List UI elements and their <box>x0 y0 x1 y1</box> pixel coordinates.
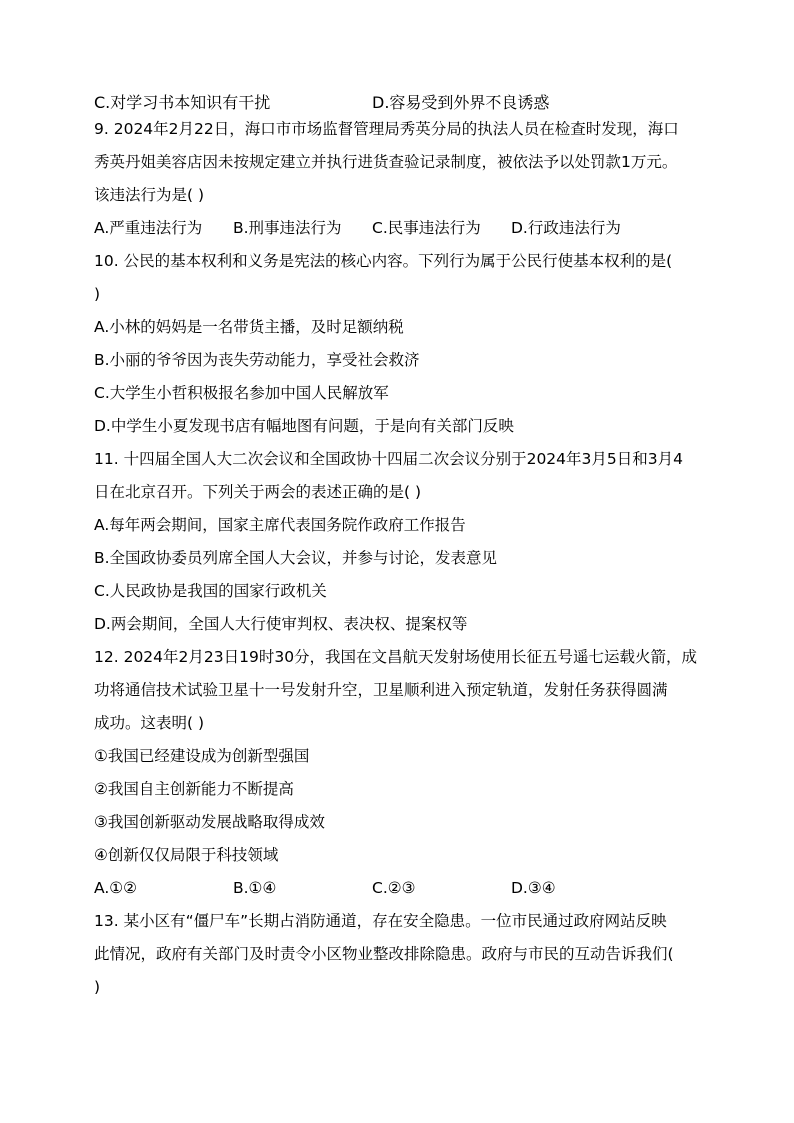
q11-option-b: B.全国政协委员列席全国人大会议，并参与讨论，发表意见 <box>94 549 498 567</box>
q10-stem-line-1: 10. 公民的基本权利和义务是宪法的核心内容。下列行为属于公民行使基本权利的是( <box>94 252 673 270</box>
q8-option-c: C.对学习书本知识有干扰 <box>94 93 271 112</box>
q13-stem-line-3: ) <box>94 978 101 996</box>
q10-option-b: B.小丽的爷爷因为丧失劳动能力，享受社会救济 <box>94 351 420 369</box>
question-9 <box>94 113 794 245</box>
q8-options <box>94 90 708 113</box>
q12-option-c: C.②③ <box>372 879 416 897</box>
q10-stem-line-2: ) <box>94 285 101 303</box>
q13-stem-line-1: 13. 某小区有“僵尸车”长期占消防通道，存在安全隐患。一位市民通过政府网站反映 <box>94 912 667 930</box>
q8-option-d: D.容易受到外界不良诱惑 <box>372 93 550 112</box>
question-12 <box>94 641 794 905</box>
q9-stem-line-3: 该违法行为是( ) <box>94 186 205 204</box>
q9-option-a: A.严重违法行为 <box>94 219 203 237</box>
question-10 <box>94 245 794 443</box>
q9-option-d: D.行政违法行为 <box>511 219 621 237</box>
q12-statement-3: ③我国创新驱动发展战略取得成效 <box>94 813 325 831</box>
q12-statement-2: ②我国自主创新能力不断提高 <box>94 780 294 798</box>
q12-option-a: A.①② <box>94 879 138 897</box>
q9-options <box>94 212 708 245</box>
q13-stem-line-2: 此情况，政府有关部门及时责令小区物业整改排除隐患。政府与市民的互动告诉我们( <box>94 945 674 963</box>
q9-option-c: C.民事违法行为 <box>372 219 481 237</box>
q11-stem-line-1: 11. 十四届全国人大二次会议和全国政协十四届二次会议分别于2024年3月5日和3月4 <box>94 450 683 468</box>
q12-option-b: B.①④ <box>233 879 277 897</box>
q12-statement-4: ④创新仅仅局限于科技领域 <box>94 846 279 864</box>
q12-stem-line-3: 成功。这表明( ) <box>94 714 205 732</box>
q11-stem-line-2: 日在北京召开。下列关于两会的表述正确的是( ) <box>94 483 422 501</box>
q9-stem-line-2: 秀英丹姐美容店因未按规定建立并执行进货查验记录制度，被依法予以处罚款1万元。 <box>94 153 678 171</box>
question-13 <box>94 905 794 1004</box>
q12-stem-line-1: 12. 2024年2月23日19时30分，我国在文昌航天发射场使用长征五号遥七运载火箭，成 <box>94 648 698 666</box>
q12-option-d: D.③④ <box>511 879 556 897</box>
q11-option-c: C.人民政协是我国的国家行政机关 <box>94 582 327 600</box>
q9-stem-line-1: 9. 2024年2月22日，海口市市场监督管理局秀英分局的执法人员在检查时发现，海口 <box>94 120 679 138</box>
q10-option-a: A.小林的妈妈是一名带货主播，及时足额纳税 <box>94 318 404 336</box>
q12-stem-line-2: 功将通信技术试验卫星十一号发射升空，卫星顺利进入预定轨道，发射任务获得圆满 <box>94 681 668 699</box>
q12-options <box>94 872 708 905</box>
q11-option-a: A.每年两会期间，国家主席代表国务院作政府工作报告 <box>94 516 466 534</box>
q12-statement-1: ①我国已经建设成为创新型强国 <box>94 747 310 765</box>
q10-option-d: D.中学生小夏发现书店有幅地图有问题，于是向有关部门反映 <box>94 417 514 435</box>
q9-option-b: B.刑事违法行为 <box>233 219 342 237</box>
q11-option-d: D.两会期间，全国人大行使审判权、表决权、提案权等 <box>94 615 468 633</box>
q10-option-c: C.大学生小哲积极报名参加中国人民解放军 <box>94 384 389 402</box>
question-11 <box>94 443 794 641</box>
